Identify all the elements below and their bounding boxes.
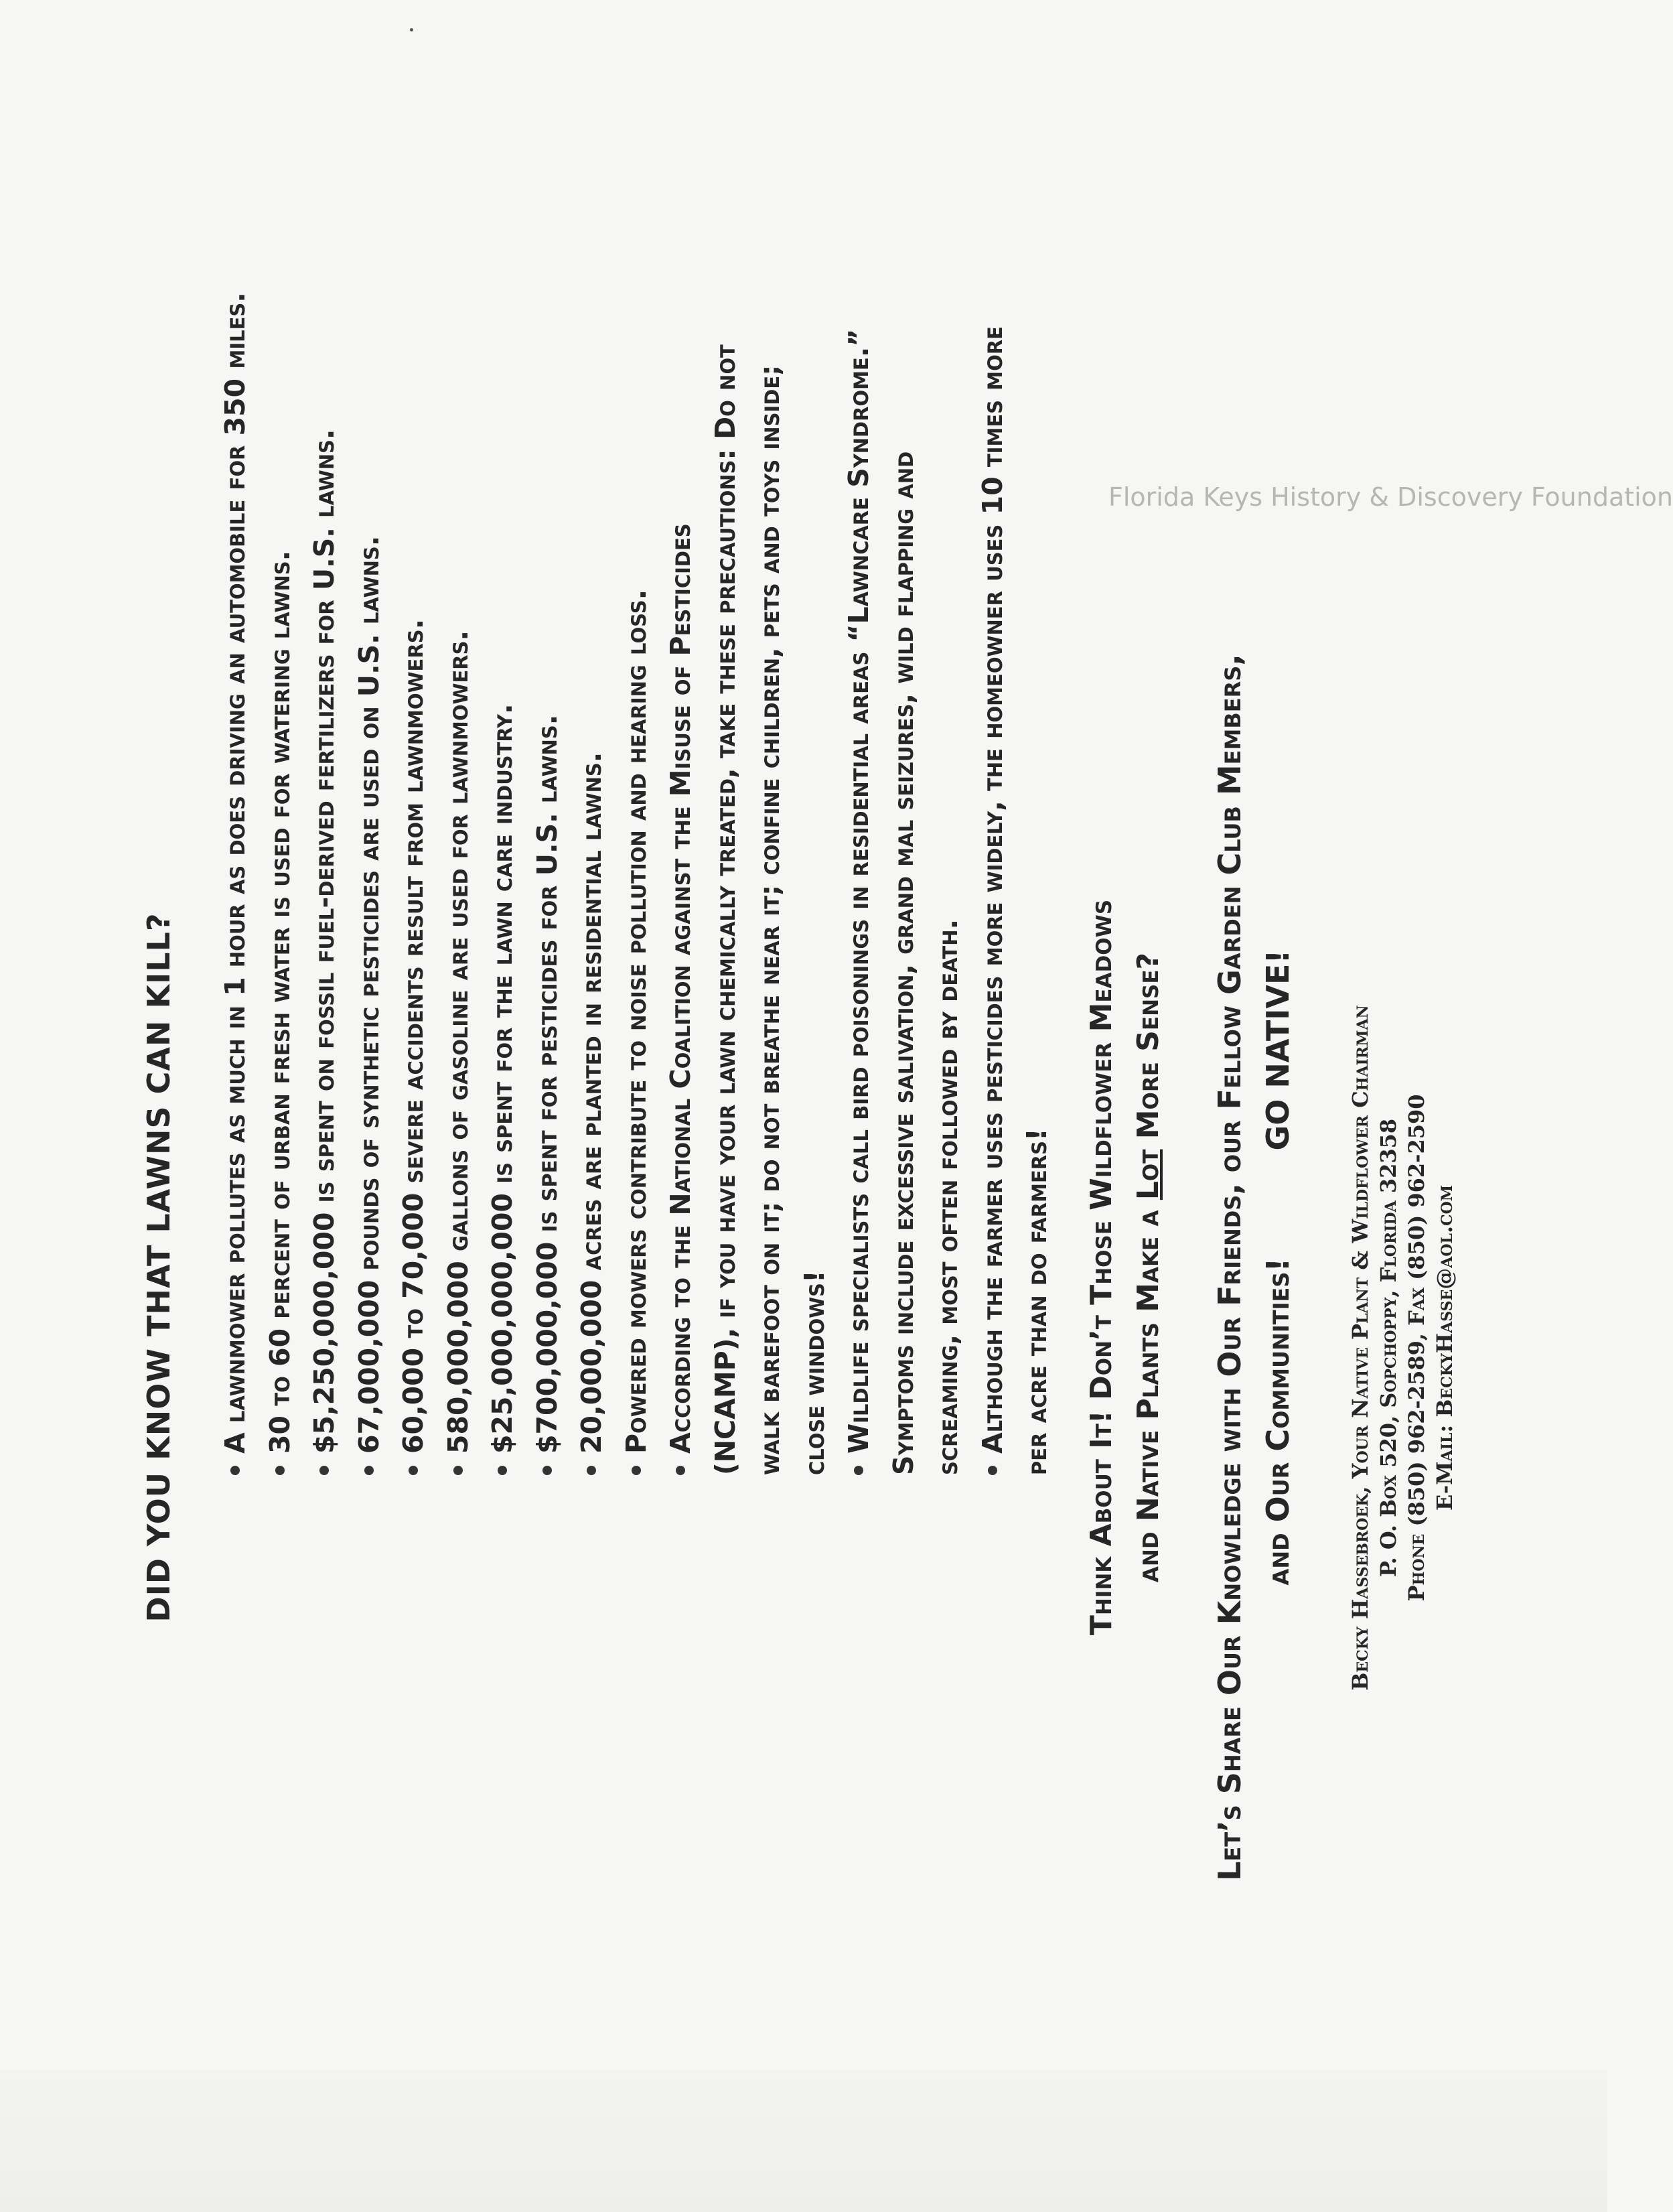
fact-line	[970, 326, 1015, 1475]
bullet-icon	[498, 1466, 507, 1475]
fact-line	[347, 430, 392, 1475]
fact-line	[480, 430, 525, 1475]
think-line-2-underlined: Lot	[1131, 1149, 1165, 1200]
fact-line	[525, 430, 570, 1475]
fact-line	[569, 430, 614, 1475]
fact-text: According to the National Coalition against the Misuse of Pesticides	[664, 523, 697, 1454]
fact-line	[747, 364, 792, 1475]
fact-text: close windows!	[798, 1270, 830, 1475]
bullet-icon	[364, 1466, 374, 1475]
fact-list	[213, 292, 1060, 1475]
fact-line	[658, 430, 703, 1475]
think-line-2	[1125, 323, 1172, 2212]
think-about-it	[1078, 323, 1172, 2212]
fact-text: $700,000,000 is spent for pesticides for U.S. lawns.	[530, 714, 563, 1454]
think-line-2-suffix: More Sense?	[1131, 952, 1165, 1150]
fact-line	[926, 430, 970, 1475]
contact-email: E-Mail: BeckyHasse@aol.com	[1432, 1184, 1457, 1511]
bullet-icon	[587, 1466, 596, 1475]
bullet-icon	[988, 1466, 997, 1475]
contact-phone: Phone (850) 962-2589, Fax (850) 962-2590	[1404, 1094, 1429, 1602]
fact-line	[614, 430, 659, 1475]
fact-text: Wildlife specialists call bird poisonings in residential areas “Lawncare Syndrome.”	[843, 328, 875, 1454]
bullet-icon	[275, 1466, 285, 1475]
fact-text: $5,250,000,000 is spent on fossil fuel-derived fertilizers for U.S. lawns.	[308, 429, 340, 1454]
fact-text: per acre than do farmers!	[1021, 1128, 1053, 1475]
fact-line	[837, 328, 881, 1475]
fact-text: walk barefoot on it; do not breathe near it; confine children, pets and toys inside;	[753, 364, 786, 1475]
fact-text: Although the farmer uses pesticides more widely, the homeowner uses 10 times more	[976, 326, 1009, 1454]
fact-text: Symptoms include excessive salivation, grand mal seizures, wild flapping and	[887, 451, 920, 1475]
watermark: Florida Keys History & Discovery Foundation	[1108, 482, 1673, 512]
bullet-icon	[230, 1466, 240, 1475]
fact-line	[1015, 430, 1060, 1475]
fact-line	[391, 430, 436, 1475]
flyer-title: DID YOU KNOW THAT LAWNS CAN KILL?	[141, 912, 177, 1622]
fact-line	[213, 292, 258, 1475]
think-line-2-prefix: and Native Plants Make a	[1131, 1200, 1165, 1583]
fact-text: A lawnmower pollutes as much in 1 hour as does driving an automobile for 350 miles.	[219, 292, 251, 1454]
fact-text: 60,000 to 70,000 severe accidents result from lawnmowers.	[397, 618, 429, 1454]
share-line-1: Let’s Share Our Knowledge with Our Friends, our Fellow Garden Club Members,	[1212, 654, 1248, 1881]
share-line-2: and Our Communities! GO NATIVE!	[1260, 949, 1296, 1586]
bullet-icon	[319, 1466, 329, 1475]
bullet-icon	[854, 1466, 863, 1475]
fact-line	[258, 430, 303, 1475]
fact-text: 20,000,000 acres are planted in residential lawns.	[575, 752, 607, 1454]
fact-text: Powered mowers contribute to noise pollution and hearing loss.	[620, 589, 652, 1454]
contact-name: Becky Hassebroek, Your Native Plant & Wildflower Chairman	[1348, 1005, 1373, 1691]
fact-line	[792, 430, 837, 1475]
bullet-icon	[542, 1466, 552, 1475]
fact-text: 30 to 60 percent of urban fresh water is used for watering lawns.	[263, 550, 296, 1454]
fact-text: (NCAMP), if you have your lawn chemically treated, take these precautions: Do not	[709, 344, 741, 1475]
fact-text: screaming, most often followed by death.	[932, 918, 964, 1475]
bullet-icon	[632, 1466, 641, 1475]
fact-text: 67,000,000 pounds of synthetic pesticides are used on U.S. lawns.	[352, 535, 385, 1454]
fact-line	[436, 430, 481, 1475]
bullet-icon	[409, 1466, 418, 1475]
fact-text: 580,000,000 gallons of gasoline are used for lawnmowers.	[441, 630, 474, 1454]
share-knowledge	[1206, 323, 1302, 2212]
fact-line	[302, 430, 347, 1475]
bullet-icon	[676, 1466, 685, 1475]
bullet-icon	[453, 1466, 463, 1475]
fact-text: $25,000,000,000 is spent for the lawn care industry.	[486, 703, 518, 1454]
think-line-1: Think About It! Don’t Those Wildflower Meadows	[1084, 899, 1118, 1636]
contact-block	[1346, 484, 1459, 2212]
fact-line	[881, 430, 926, 1475]
contact-address: P. O. Box 520, Sopchoppy, Florida 32358	[1376, 1118, 1401, 1578]
fact-line	[703, 344, 748, 1475]
